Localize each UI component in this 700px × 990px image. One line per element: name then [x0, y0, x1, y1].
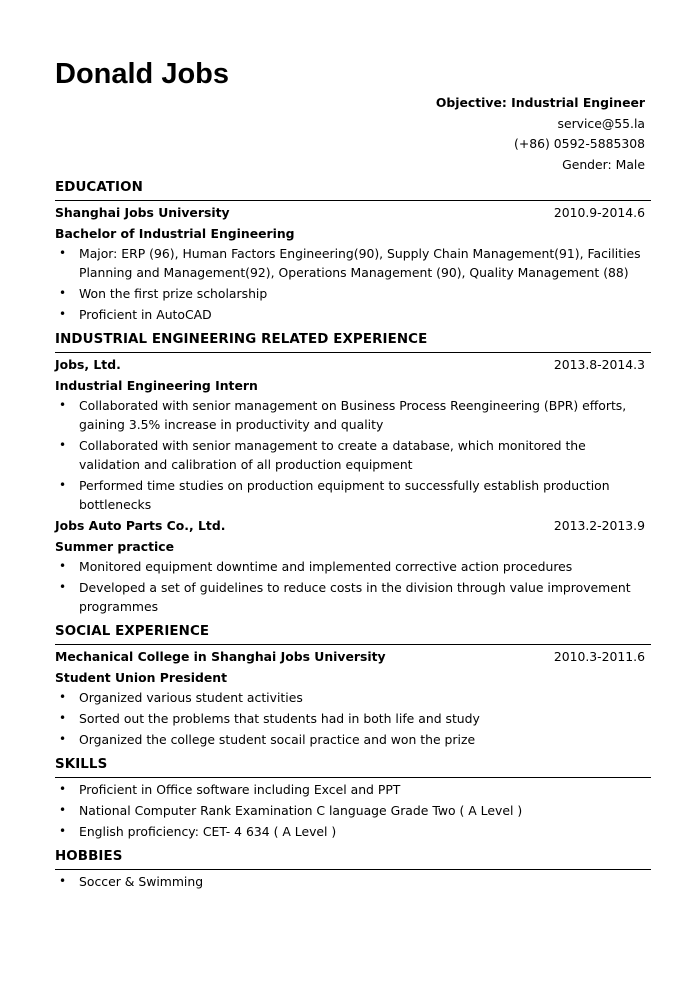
entry-header: [55, 516, 651, 537]
list-item-text: Proficient in AutoCAD: [79, 307, 212, 322]
email: service@55.la: [557, 115, 645, 131]
section-title: SKILLS: [55, 753, 651, 778]
entry: [55, 355, 651, 514]
organization: Mechanical College in Shanghai Jobs University: [55, 649, 386, 664]
list-item-text: Major: ERP (96), Human Factors Engineering(90), Supply Chain Management(91), Facilities Planning and Management(92), Operations Management (90), Quality Management (88): [79, 246, 641, 280]
bullet-icon: •: [59, 246, 67, 260]
list-item: [55, 801, 651, 820]
list-item-text: Proficient in Office software including Excel and PPT: [79, 782, 401, 797]
list-item: [55, 709, 651, 728]
bullet-icon: •: [59, 438, 67, 452]
organization: Jobs, Ltd.: [55, 357, 121, 372]
list-item-text: Performed time studies on production equipment to successfully establish production bottlenecks: [79, 478, 610, 512]
list-item: [55, 730, 651, 749]
list-item: [55, 244, 651, 282]
section-hobbies: [55, 845, 651, 891]
entry: [55, 516, 651, 616]
section-social: [55, 620, 651, 749]
date-range: 2010.9-2014.6: [553, 205, 645, 220]
bullet-icon: •: [59, 874, 67, 888]
section-title: INDUSTRIAL ENGINEERING RELATED EXPERIENCE: [55, 328, 651, 353]
list-item-text: Sorted out the problems that students had in both life and study: [79, 711, 480, 726]
date-range: 2013.2-2013.9: [553, 518, 645, 533]
section-education: [55, 176, 651, 324]
date-range: 2010.3-2011.6: [553, 649, 645, 664]
bullet-icon: •: [59, 824, 67, 838]
entry: [55, 203, 651, 324]
section-title: SOCIAL EXPERIENCE: [55, 620, 651, 645]
role-title: Industrial Engineering Intern: [55, 377, 258, 393]
bullet-list: [55, 780, 651, 841]
bullet-icon: •: [59, 286, 67, 300]
date-range: 2013.8-2014.3: [553, 357, 645, 372]
bullet-list: [55, 396, 651, 514]
bullet-icon: •: [59, 711, 67, 725]
role-title: Summer practice: [55, 538, 174, 554]
entry-header: [55, 203, 651, 224]
list-item-text: Collaborated with senior management on Business Process Reengineering (BPR) efforts, gaining 3.5% increase in productivity and quality: [79, 398, 627, 432]
list-item: [55, 396, 651, 434]
bullet-icon: •: [59, 580, 67, 594]
bullet-icon: •: [59, 307, 67, 321]
list-item: [55, 822, 651, 841]
list-item: [55, 557, 651, 576]
list-item: [55, 688, 651, 707]
list-item-text: Monitored equipment downtime and implemented corrective action procedures: [79, 559, 573, 574]
section-experience: [55, 328, 651, 616]
role-title: Student Union President: [55, 669, 228, 685]
bullet-icon: •: [59, 398, 67, 412]
list-item: [55, 780, 651, 799]
list-item-text: Organized various student activities: [79, 690, 303, 705]
bullet-icon: •: [59, 690, 67, 704]
role-title: Bachelor of Industrial Engineering: [55, 225, 295, 241]
list-item: [55, 578, 651, 616]
list-item-text: Developed a set of guidelines to reduce costs in the division through value improvement programmes: [79, 580, 631, 614]
organization: Jobs Auto Parts Co., Ltd.: [55, 518, 226, 533]
bullet-icon: •: [59, 732, 67, 746]
entry: [55, 647, 651, 749]
bullet-icon: •: [59, 782, 67, 796]
list-item-text: Won the first prize scholarship: [79, 286, 268, 301]
list-item: [55, 305, 651, 324]
organization: Shanghai Jobs University: [55, 205, 230, 220]
bullet-icon: •: [59, 559, 67, 573]
list-item-text: National Computer Rank Examination C language Grade Two ( A Level ): [79, 803, 523, 818]
bullet-list: [55, 688, 651, 749]
list-item-text: Organized the college student socail practice and won the prize: [79, 732, 476, 747]
section-title: EDUCATION: [55, 176, 651, 201]
objective: Objective: Industrial Engineer: [435, 95, 645, 110]
list-item-text: Collaborated with senior management to create a database, which monitored the validation and calibration of all production equipment: [79, 438, 586, 472]
contact-block: [436, 93, 645, 175]
list-item: [55, 872, 651, 891]
candidate-name: Donald Jobs: [55, 58, 230, 90]
list-item: [55, 476, 651, 514]
bullet-list: [55, 557, 651, 616]
bullet-icon: •: [59, 478, 67, 492]
section-skills: [55, 753, 651, 841]
entry: [55, 780, 651, 841]
list-item-text: Soccer & Swimming: [79, 874, 204, 889]
bullet-icon: •: [59, 803, 67, 817]
entry-header: [55, 647, 651, 668]
bullet-list: [55, 244, 651, 324]
resume-body: [55, 176, 651, 893]
bullet-list: [55, 872, 651, 891]
gender: Gender: Male: [562, 156, 645, 172]
section-title: HOBBIES: [55, 845, 651, 870]
list-item-text: English proficiency: CET- 4 634 ( A Level ): [79, 824, 337, 839]
entry: [55, 872, 651, 891]
phone: (+86) 0592-5885308: [514, 136, 645, 151]
list-item: [55, 284, 651, 303]
list-item: [55, 436, 651, 474]
entry-header: [55, 355, 651, 376]
